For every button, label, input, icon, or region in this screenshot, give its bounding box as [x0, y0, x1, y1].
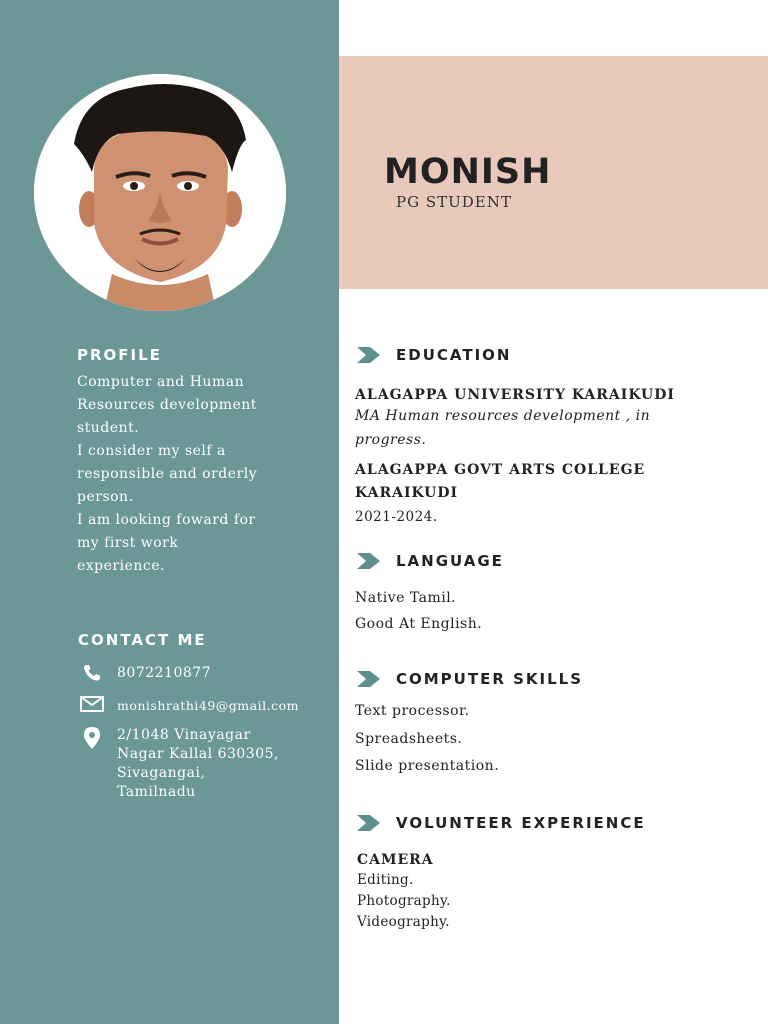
- profile-line: student.: [77, 420, 140, 436]
- list-item: Slide presentation.: [355, 758, 500, 774]
- list-item: Photography.: [357, 893, 451, 909]
- volunteer-header: [356, 814, 646, 832]
- contact-address: [80, 726, 279, 802]
- profile-line: I consider my self a: [77, 443, 226, 459]
- skills-list: [355, 698, 499, 781]
- address-line: Sivagangai,: [117, 765, 206, 781]
- degree-line: MA Human resources development , in: [355, 408, 651, 424]
- volunteer-title: CAMERA: [357, 852, 434, 868]
- person-name: MONISH: [384, 152, 552, 192]
- profile-heading: PROFILE: [77, 346, 162, 364]
- address-line: Tamilnadu: [117, 784, 196, 800]
- list-item: Text processor.: [355, 703, 470, 719]
- language-heading: LANGUAGE: [396, 552, 504, 570]
- list-item: Videography.: [357, 914, 450, 930]
- contact-phone[interactable]: [80, 664, 211, 683]
- avatar: [34, 74, 286, 311]
- profile-line: responsible and orderly: [77, 466, 258, 482]
- volunteer-list: [357, 870, 451, 933]
- address-line: 2/1048 Vinayagar: [117, 727, 251, 743]
- study-years: 2021-2024.: [355, 509, 438, 525]
- profile-line: Resources development: [77, 397, 257, 413]
- computer-skills-heading: COMPUTER SKILLS: [396, 670, 584, 688]
- profile-line: Computer and Human: [77, 374, 245, 390]
- person-role: PG STUDENT: [396, 193, 512, 211]
- education-header: [356, 346, 511, 364]
- school-line: KARAIKUDI: [355, 485, 459, 501]
- volunteer-heading: VOLUNTEER EXPERIENCE: [396, 814, 646, 832]
- list-item: Editing.: [357, 872, 414, 888]
- location-pin-icon: [80, 726, 104, 750]
- degree-line: progress.: [355, 432, 427, 448]
- mail-icon: [80, 696, 104, 714]
- language-list: [355, 585, 482, 637]
- list-item: Native Tamil.: [355, 590, 457, 606]
- contact-heading: CONTACT ME: [78, 631, 207, 649]
- school-name: [355, 459, 645, 505]
- profile-line: person.: [77, 489, 134, 505]
- phone-icon: [80, 664, 104, 682]
- contact-email[interactable]: [80, 696, 299, 715]
- school-line: ALAGAPPA GOVT ARTS COLLEGE: [355, 462, 646, 478]
- chevron-arrow-icon: [356, 814, 381, 832]
- chevron-arrow-icon: [356, 346, 381, 364]
- computer-skills-header: [356, 670, 583, 688]
- education-heading: EDUCATION: [396, 346, 512, 364]
- profile-text: [77, 371, 287, 578]
- chevron-arrow-icon: [356, 552, 381, 570]
- school-name: ALAGAPPA UNIVERSITY KARAIKUDI: [355, 387, 675, 403]
- degree-detail: [355, 404, 650, 452]
- profile-line: my first work: [77, 535, 179, 551]
- list-item: Spreadsheets.: [355, 730, 463, 747]
- phone-number: 8072210877: [117, 665, 212, 681]
- list-item: Good At English.: [355, 616, 483, 632]
- address-line: Nagar Kallal 630305,: [117, 746, 279, 762]
- profile-line: experience.: [77, 558, 165, 574]
- profile-photo: [34, 74, 286, 311]
- address: [117, 726, 279, 802]
- email-address: monishrathi49@gmail.com: [117, 698, 299, 713]
- profile-line: I am looking foward for: [77, 512, 256, 528]
- language-header: [356, 552, 504, 570]
- chevron-arrow-icon: [356, 670, 381, 688]
